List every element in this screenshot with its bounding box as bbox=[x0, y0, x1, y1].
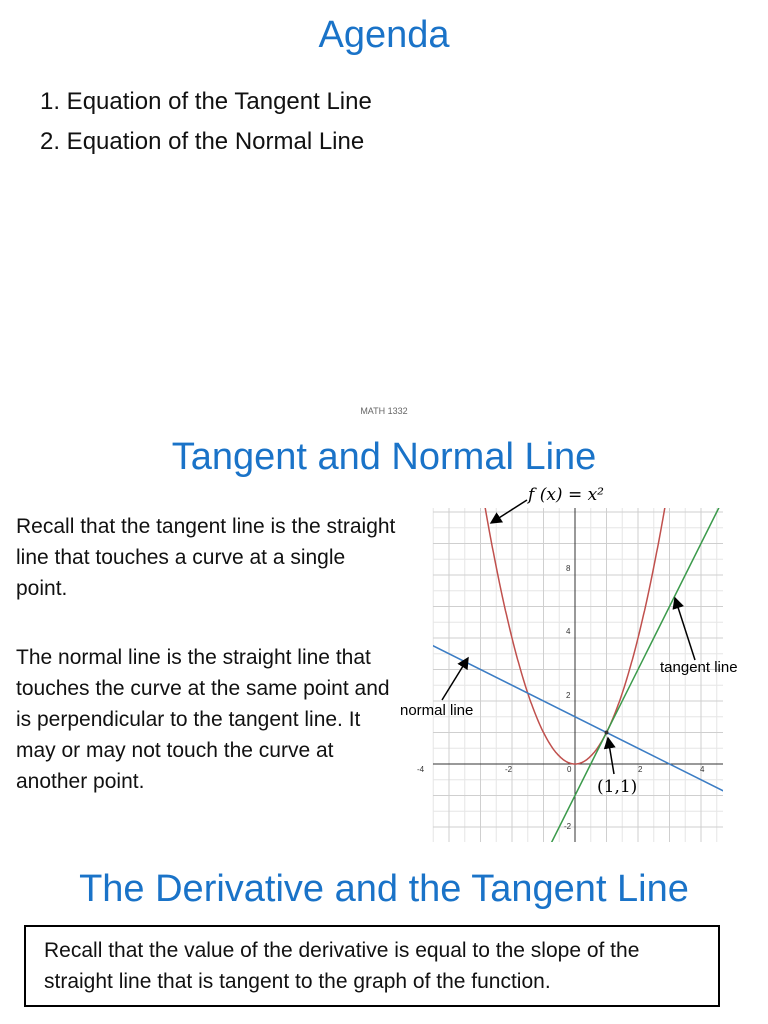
slide-footer: MATH 1332 bbox=[360, 406, 408, 416]
agenda-item: 1. Equation of the Tangent Line bbox=[40, 88, 372, 115]
x-tick-label: -2 bbox=[505, 765, 513, 774]
tangent-normal-title: Tangent and Normal Line bbox=[171, 436, 597, 478]
derivative-tangent-title: The Derivative and the Tangent Line bbox=[79, 868, 689, 910]
agenda-list bbox=[40, 82, 372, 162]
y-tick-label: 8 bbox=[566, 564, 571, 573]
agenda-item: 2. Equation of the Normal Line bbox=[40, 128, 365, 155]
x-tick-label: -4 bbox=[417, 765, 425, 774]
tangent-line-label: tangent line bbox=[660, 659, 738, 676]
x-tick-label: 4 bbox=[700, 765, 705, 774]
point-label-arrow bbox=[608, 738, 614, 774]
normal-line-label: normal line bbox=[400, 702, 474, 719]
y-tick-label: 2 bbox=[566, 691, 571, 700]
y-tick-label: -2 bbox=[564, 822, 572, 831]
point-label: (1,1) bbox=[597, 777, 638, 797]
tangent-recall-paragraph: Recall that the tangent line is the straight line that touches a curve at a single point. bbox=[16, 515, 396, 600]
agenda-title: Agenda bbox=[318, 14, 450, 56]
x-tick-label: 0 bbox=[567, 765, 572, 774]
tangent-point bbox=[605, 731, 609, 735]
function-label: f (x) = x² bbox=[528, 485, 605, 505]
y-tick-label: 4 bbox=[566, 627, 571, 636]
normal-line-paragraph: The normal line is the straight line that touches the curve at the same point and is perpendicular to the tangent line. It may or may not touch the curve at another point. bbox=[16, 646, 390, 793]
x-tick-label: 2 bbox=[638, 765, 643, 774]
normal-label-arrow bbox=[442, 658, 468, 700]
tangent-normal-graph bbox=[390, 478, 768, 846]
tick-labels bbox=[417, 564, 705, 831]
derivative-recall-box: Recall that the value of the derivative is equal to the slope of the straight line that is tangent to the graph of the function. bbox=[24, 925, 720, 1007]
